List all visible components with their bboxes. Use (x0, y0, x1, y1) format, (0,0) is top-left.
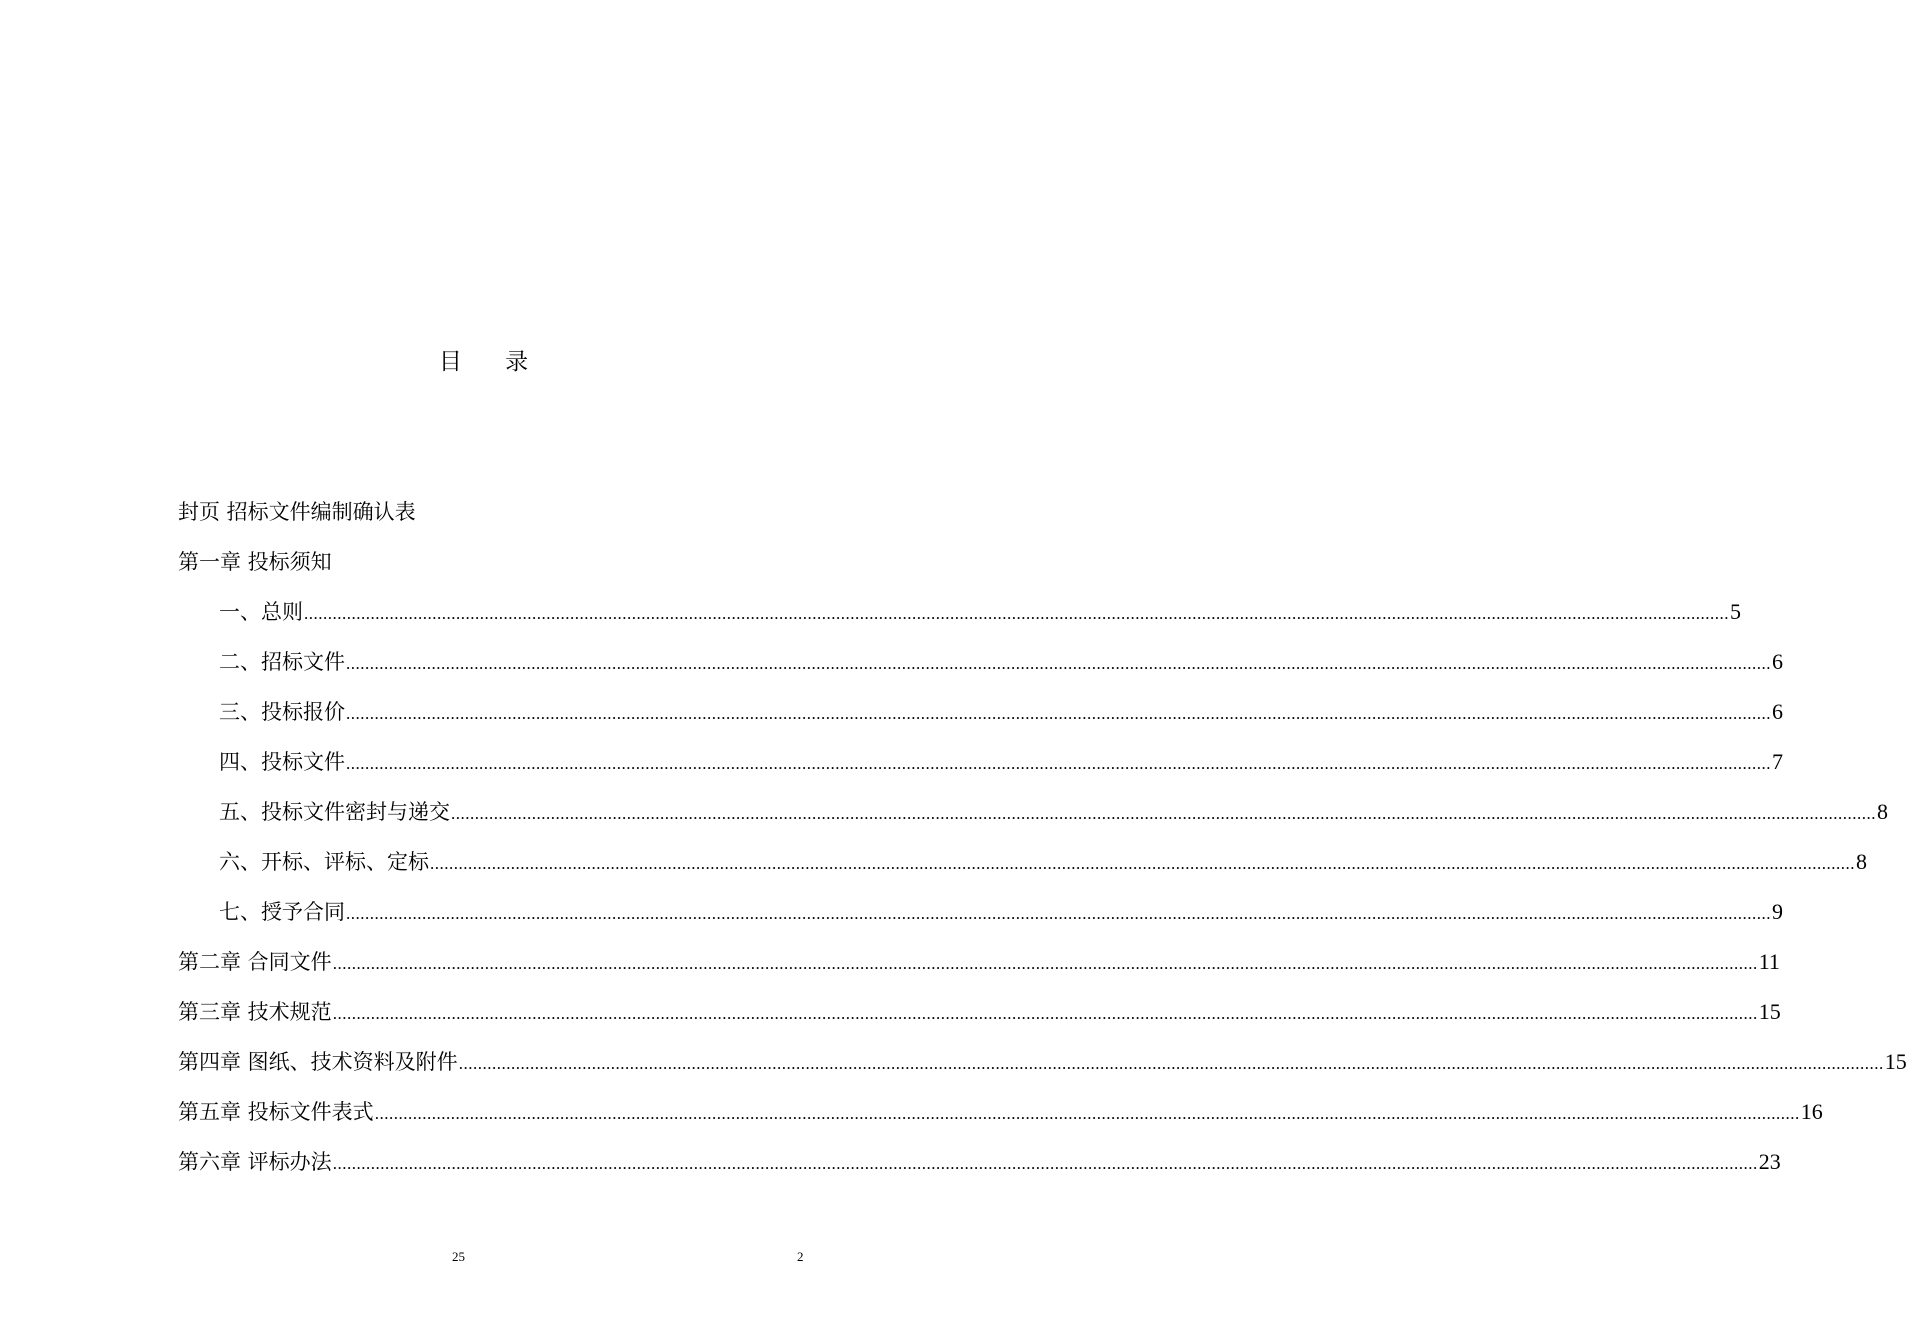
dot-leader: ............................................................................................................................................................................................................................................................................................................ (332, 954, 1758, 973)
toc-entry-label: 第一章 投标须知 (178, 550, 332, 574)
toc-entry-label: 第六章 评标办法 (178, 1150, 332, 1174)
toc-entry-section-2[interactable] (219, 647, 1783, 679)
footer-page-number: 2 (797, 1249, 804, 1264)
toc-entry-label: 第五章 投标文件表式 (178, 1100, 374, 1124)
toc-entry-page: 8 (1856, 849, 1867, 874)
toc-entry-label: 第二章 合同文件 (178, 950, 332, 974)
toc-entry-section-7[interactable] (219, 897, 1783, 929)
toc-entry-label: 七、授予合同 (219, 900, 345, 924)
toc-entry-page: 16 (1800, 1099, 1823, 1124)
dot-leader: ............................................................................................................................................................................................................................................................................................................ (430, 854, 1855, 873)
toc-entry-page: 8 (1877, 799, 1888, 824)
toc-entry-page: 7 (1772, 749, 1783, 774)
toc-entry-chapter-3[interactable] (178, 997, 1781, 1029)
dot-leader: ............................................................................................................................................................................................................................................................................................................ (374, 1104, 1800, 1123)
toc-entry-cover[interactable] (178, 497, 808, 527)
toc-entry-label: 一、总则 (219, 600, 303, 624)
toc-entry-page: 5 (1730, 599, 1741, 624)
toc-entry-label: 六、开标、评标、定标 (219, 850, 429, 874)
dot-leader: ............................................................................................................................................................................................................................................................................................................ (332, 1004, 1758, 1023)
toc-entry-page: 9 (1772, 899, 1783, 924)
dot-leader: ............................................................................................................................................................................................................................................................................................................ (346, 704, 1771, 723)
toc-entry-section-6[interactable] (219, 847, 1867, 879)
toc-entry-label: 第四章 图纸、技术资料及附件 (178, 1050, 458, 1074)
toc-entry-chapter-2[interactable] (178, 947, 1780, 979)
toc-entry-section-4[interactable] (219, 747, 1783, 779)
toc-entry-label: 四、投标文件 (219, 750, 345, 774)
toc-entry-section-3[interactable] (219, 697, 1783, 729)
dot-leader: ............................................................................................................................................................................................................................................................................................................ (304, 604, 1729, 623)
dot-leader: ............................................................................................................................................................................................................................................................................................................ (332, 1154, 1758, 1173)
toc-entry-label: 二、招标文件 (219, 650, 345, 674)
toc-entry-page: 6 (1772, 699, 1783, 724)
toc-entry-page: 11 (1758, 949, 1780, 974)
dot-leader: ............................................................................................................................................................................................................................................................................................................ (458, 1054, 1884, 1073)
toc-entry-chapter-1[interactable] (178, 547, 808, 577)
toc-entry-page: 6 (1772, 649, 1783, 674)
footer-total-pages: 25 (452, 1249, 465, 1264)
dot-leader: ............................................................................................................................................................................................................................................................................................................ (346, 904, 1771, 923)
toc-entry-label: 三、投标报价 (219, 700, 345, 724)
toc-entry-label: 封页 招标文件编制确认表 (178, 500, 416, 524)
dot-leader: ............................................................................................................................................................................................................................................................................................................ (346, 754, 1771, 773)
toc-entry-page: 15 (1884, 1049, 1907, 1074)
dot-leader: ............................................................................................................................................................................................................................................................................................................ (346, 654, 1771, 673)
toc-entry-page: 23 (1758, 1149, 1781, 1174)
page-title: 目 录 (438, 349, 547, 375)
toc-entry-section-1[interactable] (219, 597, 1741, 629)
toc-entry-label: 五、投标文件密封与递交 (219, 800, 450, 824)
dot-leader: ............................................................................................................................................................................................................................................................................................................ (451, 804, 1876, 823)
toc-entry-chapter-5[interactable] (178, 1097, 1823, 1129)
toc-entry-label: 第三章 技术规范 (178, 1000, 332, 1024)
toc-entry-chapter-4[interactable] (178, 1047, 1907, 1079)
toc-entry-section-5[interactable] (219, 797, 1888, 829)
toc-entry-page: 15 (1758, 999, 1781, 1024)
toc-entry-chapter-6[interactable] (178, 1147, 1781, 1179)
